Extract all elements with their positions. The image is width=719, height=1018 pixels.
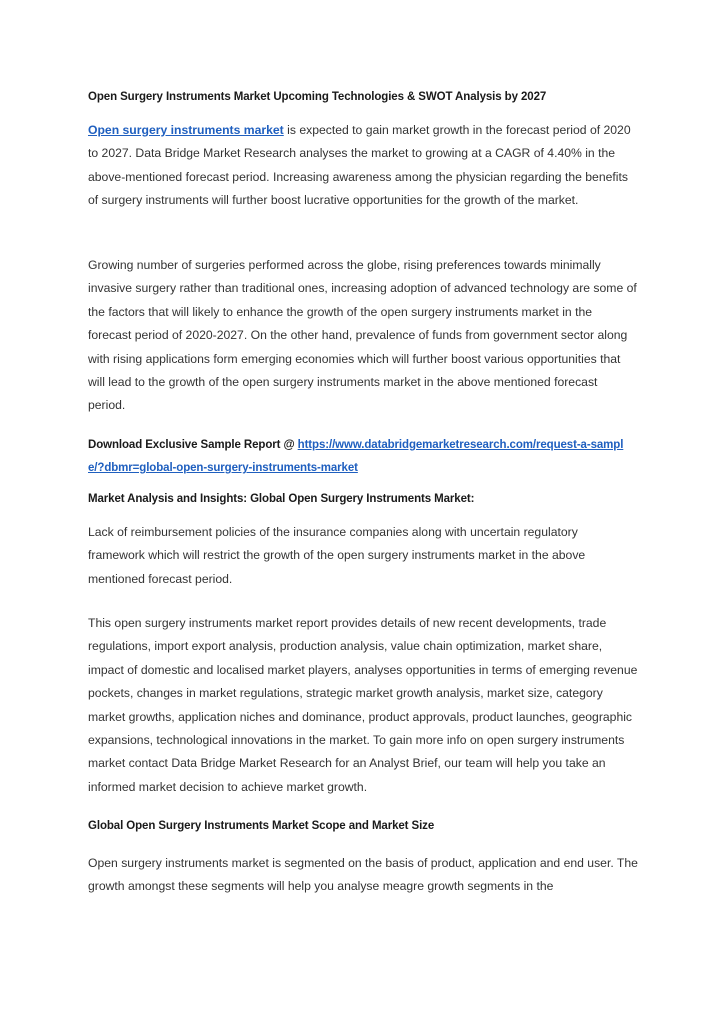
segmentation-paragraph: Open surgery instruments market is segmented on the basis of product, application and end user. The growth amongst these segments will help you analyse meagre growth segments in the [88, 856, 638, 894]
market-link[interactable]: Open surgery instruments market [88, 123, 284, 137]
section-heading-scope: Global Open Surgery Instruments Market Scope and Market Size [88, 820, 435, 832]
intro-text: is expected to gain market growth in the forecast period of 2020 to 2027. Data Bridge Market Research analyses the market to growing at a CAGR of 4.40% in the above-mentioned forecast period. Increasing awareness among the physician regarding the benefits of surgery instruments will further boost lucrative opportunities for the growth of the market. [88, 123, 631, 208]
restraint-paragraph: Lack of reimbursement policies of the insurance companies along with uncertain regulatory framework which will restrict the growth of the open surgery instruments market in the above mentioned forecast period. [88, 525, 586, 586]
growth-paragraph: Growing number of surgeries performed across the globe, rising preferences towards minimally invasive surgery rather than traditional ones, increasing adoption of advanced technology are some of the factors that will likely to enhance the growth of the open surgery instruments market in the forecast period of 2020-2027. On the other hand, prevalence of funds from government sector along with rising applications form emerging economies which will further boost various opportunities that will lead to the growth of the open surgery instruments market in the above mentioned forecast period. [88, 258, 637, 413]
section-heading-insights: Market Analysis and Insights: Global Open Surgery Instruments Market: [88, 493, 475, 505]
intro-paragraph [88, 119, 638, 213]
sample-report-link[interactable]: https://www.databridgemarketresearch.com/request-a-sample/?dbmr=global-open-surgery-instruments-market [88, 439, 624, 474]
download-line [88, 434, 638, 480]
report-details-paragraph: This open surgery instruments market report provides details of new recent developments, trade regulations, import export analysis, production analysis, value chain optimization, market share, impact of domestic and localised market players, analyses opportunities in terms of emerging revenue pockets, changes in market regulations, strategic market growth analysis, market size, category market growths, application niches and dominance, product approvals, product launches, geographic expansions, technological innovations in the market. To gain more info on open surgery instruments market contact Data Bridge Market Research for an Analyst Brief, our team will help you take an informed market decision to achieve market growth. [88, 616, 638, 794]
download-label: Download Exclusive Sample Report @ [88, 439, 298, 451]
document-title: Open Surgery Instruments Market Upcoming Technologies & SWOT Analysis by 2027 [88, 91, 547, 103]
